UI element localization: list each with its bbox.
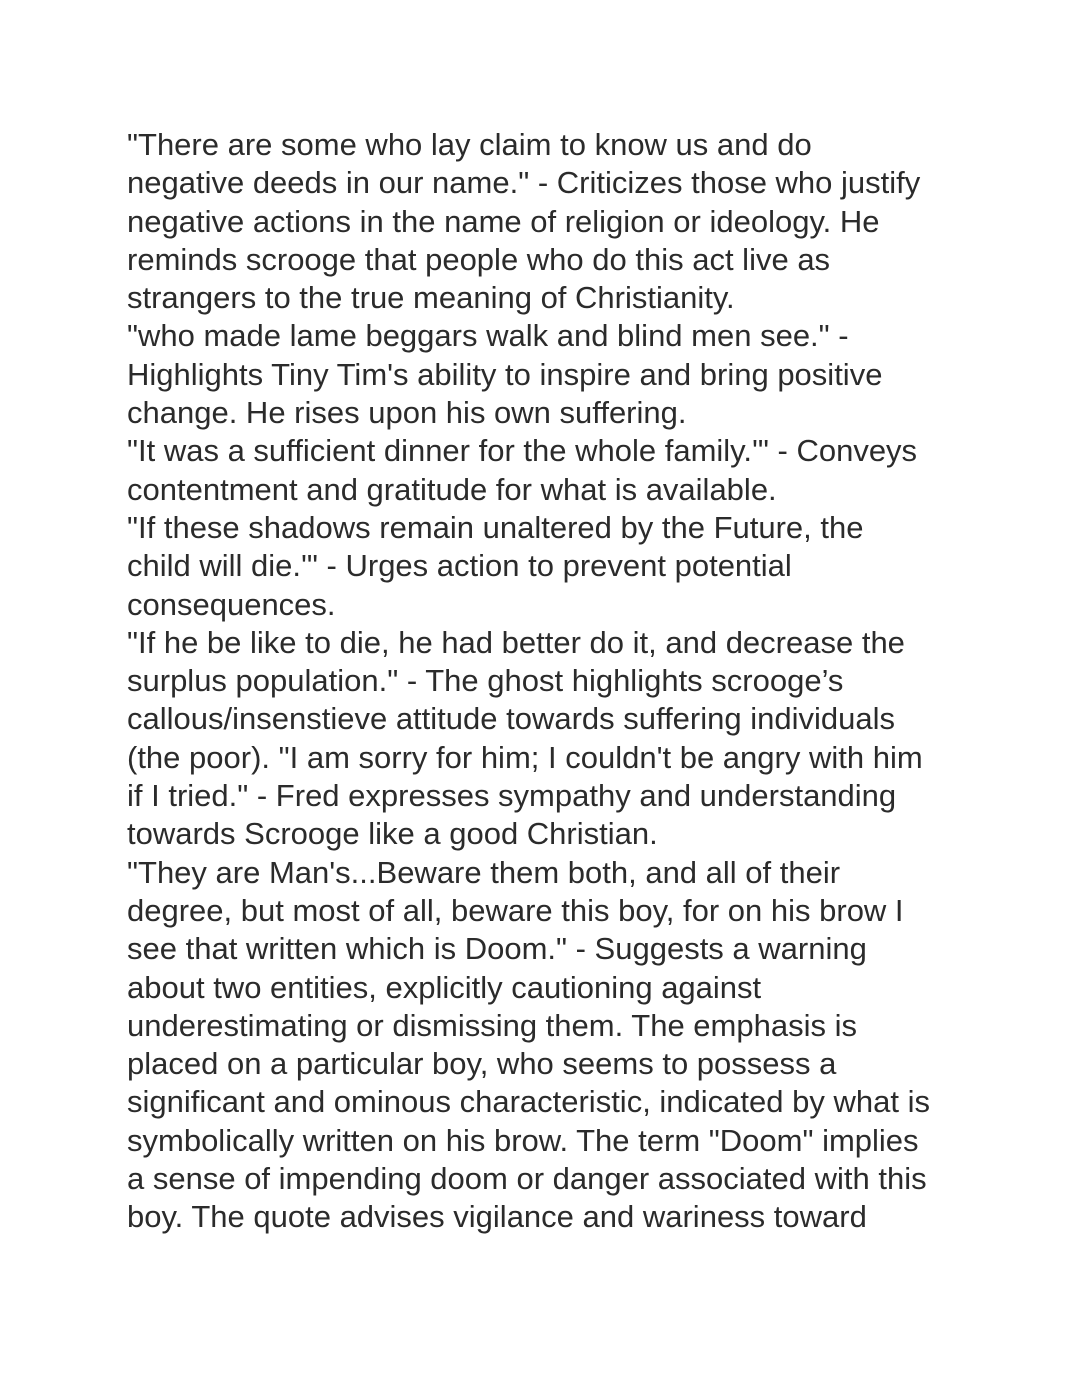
text-line: towards Scrooge like a good Christian. (127, 816, 658, 852)
text-line: "There are some who lay claim to know us and do (127, 127, 812, 162)
text-line: contentment and gratitude for what is available. (127, 471, 777, 507)
text-line: consequences. (127, 586, 336, 622)
text-line: (the poor). "I am sorry for him; I couldn't be angry with him (127, 739, 923, 775)
text-line: Highlights Tiny Tim's ability to inspire and bring positive (127, 356, 883, 392)
text-line: underestimating or dismissing them. The emphasis is (127, 1007, 857, 1043)
text-line: callous/insenstieve attitude towards suffering individuals (127, 701, 895, 737)
text-line: negative deeds in our name." - Criticizes those who justify (127, 165, 921, 201)
text-line: "They are Man's...Beware them both, and all of their (127, 854, 841, 890)
text-line: "who made lame beggars walk and blind men see." - (127, 318, 849, 354)
text-line: degree, but most of all, beware this boy, for on his brow I (127, 892, 904, 928)
text-line: see that written which is Doom." - Suggests a warning (127, 931, 867, 967)
text-line: change. He rises upon his own suffering. (127, 395, 687, 431)
text-line: negative actions in the name of religion or ideology. He (127, 203, 880, 239)
text-line: boy. The quote advises vigilance and wariness toward (127, 1199, 867, 1235)
text-line: a sense of impending doom or danger associated with this (127, 1161, 927, 1197)
text-line: child will die.'" - Urges action to prevent potential (127, 548, 792, 584)
text-line: symbolically written on his brow. The term "Doom" implies (127, 1122, 919, 1158)
text-line: significant and ominous characteristic, indicated by what is (127, 1084, 930, 1120)
text-line: surplus population." - The ghost highlights scrooge’s (127, 663, 844, 699)
text-line: strangers to the true meaning of Christianity. (127, 280, 735, 316)
text-line: about two entities, explicitly cautioning against (127, 969, 762, 1005)
text-line: placed on a particular boy, who seems to possess a (127, 1046, 837, 1082)
text-line: "It was a sufficient dinner for the whole family.'" - Conveys (127, 433, 918, 469)
text-line: reminds scrooge that people who do this act live as (127, 241, 831, 277)
text-line: "If he be like to die, he had better do it, and decrease the (127, 624, 905, 660)
document-body (127, 126, 967, 1237)
text-line: if I tried." - Fred expresses sympathy and understanding (127, 778, 897, 814)
text-line: "If these shadows remain unaltered by the Future, the (127, 509, 864, 545)
